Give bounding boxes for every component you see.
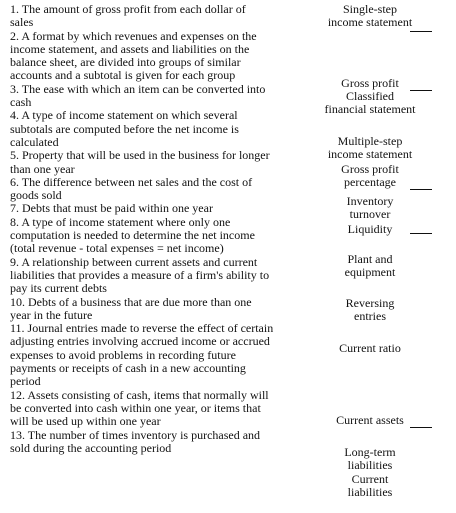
- term-item: Current ratio: [339, 341, 401, 355]
- definition-item: 8. A type of income statement where only one computation is needed to determine the net income (total revenue - total expenses = net income): [10, 214, 255, 256]
- definition-item: 3. The ease with which an item can be converted into cash: [10, 81, 266, 110]
- definition-item: 11. Journal entries made to reverse the effect of certain adjusting entries involving accrued income or accrued expenses to avoid problems in recording future payments or receipts of cash in a new accounting period: [10, 321, 274, 389]
- term-item: Gross profit percentage: [341, 162, 399, 190]
- term-item: Current assets: [336, 413, 404, 427]
- definition-item: 2. A format by which revenues and expenses on the income statement, and assets and liabilities on the balance sheet, are divided into groups of similar accounts and a subtotal is given for each group: [10, 28, 257, 83]
- definition-item: 13. The number of times inventory is purchased and sold during the accounting period: [10, 427, 261, 455]
- answer-blank[interactable]: [410, 427, 432, 428]
- definition-item: 9. A relationship between current assets and current liabilities that provides a measure of a firm's ability to pay its current debts: [10, 254, 270, 296]
- answer-blank[interactable]: [410, 31, 432, 32]
- term-item: Gross profit: [341, 76, 399, 90]
- term-item: Long-term liabilities: [344, 445, 396, 473]
- term-item: Multiple-step income statement: [327, 134, 413, 162]
- answer-blank[interactable]: [410, 233, 432, 234]
- definition-item: 5. Property that will be used in the business for longer than one year: [10, 148, 270, 176]
- definition-item: 4. A type of income statement on which several subtotals are computed before the net income is calculated: [10, 108, 239, 149]
- definition-item: 6. The difference between net sales and the cost of goods sold: [10, 174, 253, 203]
- definition-item: 10. Debts of a business that are due more than one year in the future: [10, 294, 252, 322]
- definition-item: 7. Debts that must be paid within one year: [10, 201, 213, 216]
- definition-item: 1. The amount of gross profit from each dollar of sales: [10, 2, 246, 30]
- term-item: Plant and equipment: [344, 252, 396, 280]
- term-item: Single-step income statement: [327, 2, 413, 30]
- term-item: Classified financial statement: [324, 89, 416, 117]
- term-item: Liquidity: [347, 222, 393, 236]
- term-item: Current liabilities: [347, 472, 393, 500]
- term-item: Inventory turnover: [346, 194, 394, 222]
- answer-blank[interactable]: [410, 90, 432, 91]
- answer-blank[interactable]: [410, 189, 432, 190]
- term-item: Reversing entries: [345, 296, 395, 324]
- definition-item: 12. Assets consisting of cash, items that normally will be converted into cash within one year, or items that will be used up within one year: [10, 387, 269, 429]
